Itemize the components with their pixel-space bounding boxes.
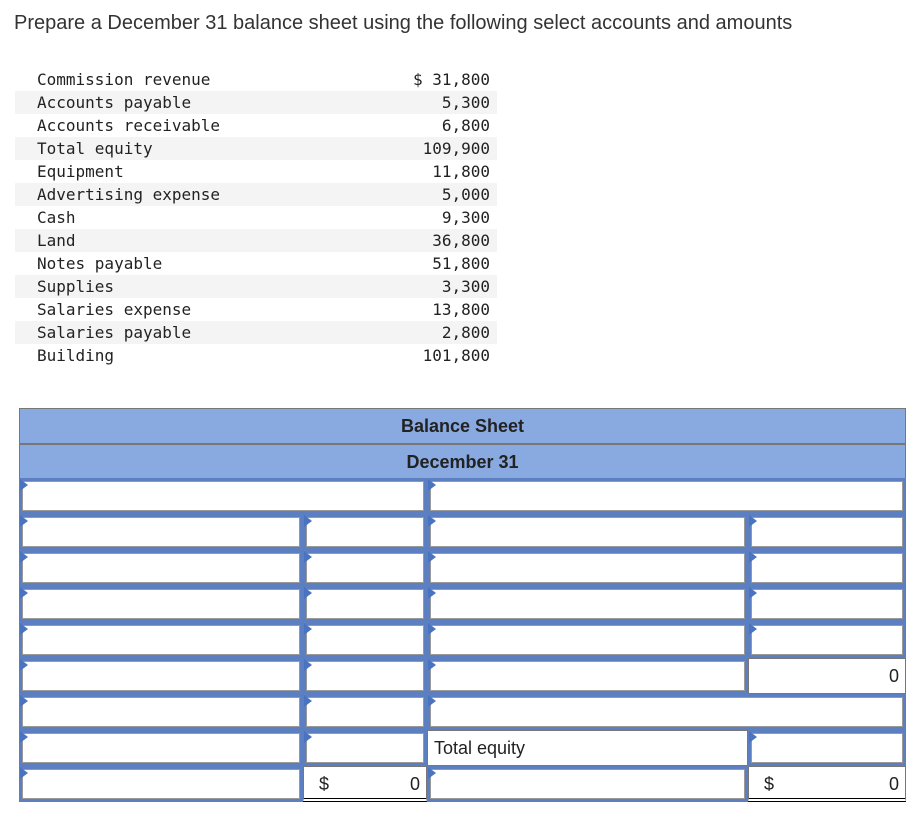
asset-name-input[interactable] — [19, 586, 303, 622]
account-name: Supplies — [15, 275, 243, 298]
account-row — [15, 68, 497, 91]
asset-amount-input[interactable] — [303, 730, 427, 766]
liability-amount-input[interactable] — [748, 514, 906, 550]
total-equity-input[interactable] — [748, 730, 906, 766]
account-name: Total equity — [15, 137, 243, 160]
account-row — [15, 206, 497, 229]
account-name: Equipment — [37, 162, 124, 181]
account-row — [15, 275, 497, 298]
liability-name-input[interactable] — [427, 514, 748, 550]
account-amount: 9,300 — [441, 208, 490, 227]
asset-name-input[interactable] — [19, 622, 303, 658]
account-row — [15, 321, 497, 344]
account-amount: $ 31,800 — [412, 70, 490, 89]
total-assets-label-input[interactable] — [19, 766, 303, 802]
currency-symbol: $ — [319, 774, 330, 794]
account-row — [15, 229, 497, 252]
liability-name-input[interactable] — [427, 550, 748, 586]
asset-amount-input[interactable] — [303, 514, 427, 550]
account-row — [15, 137, 497, 160]
account-name: Accounts receivable — [37, 116, 221, 135]
asset-amount-input[interactable] — [303, 586, 427, 622]
liability-amount-input[interactable] — [748, 550, 906, 586]
account-row — [15, 91, 497, 114]
account-amount: 2,800 — [243, 321, 497, 344]
account-row — [15, 298, 497, 321]
account-amount: 51,800 — [432, 254, 490, 273]
account-name: Salaries payable — [15, 321, 243, 344]
total-liab-equity-value: 0 — [888, 774, 899, 794]
asset-name-input[interactable] — [19, 730, 303, 766]
total-equity-label: Total equity — [427, 730, 748, 766]
account-amount: 5,300 — [243, 91, 497, 114]
account-amount: 5,000 — [243, 183, 497, 206]
account-amount: 13,800 — [432, 300, 490, 319]
asset-amount-input[interactable] — [303, 622, 427, 658]
asset-name-input[interactable] — [19, 550, 303, 586]
asset-amount-input[interactable] — [303, 658, 427, 694]
liability-amount-input[interactable] — [748, 622, 906, 658]
account-amount: 3,300 — [243, 275, 497, 298]
liability-name-input[interactable] — [427, 622, 748, 658]
question-text: Prepare a December 31 balance sheet using the following select accounts and amounts — [14, 12, 793, 34]
account-amount: 36,800 — [243, 229, 497, 252]
liabilities-heading-input[interactable] — [427, 478, 906, 514]
account-name: Commission revenue — [37, 70, 211, 89]
sheet-title: Balance Sheet — [19, 408, 906, 444]
account-name: Advertising expense — [15, 183, 243, 206]
account-row — [15, 252, 497, 275]
account-amount: 109,900 — [243, 137, 497, 160]
total-liab-equity-label-input[interactable] — [427, 766, 748, 802]
total-liabilities-value: 0 — [748, 658, 906, 694]
equity-heading-input[interactable] — [427, 694, 906, 730]
total-assets — [303, 766, 427, 802]
account-row — [15, 160, 497, 183]
account-name: Land — [15, 229, 243, 252]
account-row — [15, 344, 497, 367]
assets-heading-input[interactable] — [19, 478, 427, 514]
account-name: Cash — [37, 208, 76, 227]
liability-name-input[interactable] — [427, 586, 748, 622]
total-assets-value: 0 — [409, 774, 420, 794]
asset-name-input[interactable] — [19, 694, 303, 730]
total-liabilities-label-input[interactable] — [427, 658, 748, 694]
sheet-date: December 31 — [19, 444, 906, 480]
account-row — [15, 114, 497, 137]
account-name: Notes payable — [37, 254, 163, 273]
asset-name-input[interactable] — [19, 514, 303, 550]
account-amount: 6,800 — [441, 116, 490, 135]
account-name: Building — [37, 346, 115, 365]
asset-amount-input[interactable] — [303, 550, 427, 586]
account-amount: 11,800 — [432, 162, 490, 181]
total-liab-equity — [748, 766, 906, 802]
currency-symbol: $ — [764, 774, 775, 794]
liability-amount-input[interactable] — [748, 586, 906, 622]
account-amount: 101,800 — [422, 346, 490, 365]
account-row — [15, 183, 497, 206]
account-name: Salaries expense — [37, 300, 192, 319]
accounts-list — [15, 68, 497, 367]
account-name: Accounts payable — [15, 91, 243, 114]
asset-name-input[interactable] — [19, 658, 303, 694]
asset-amount-input[interactable] — [303, 694, 427, 730]
